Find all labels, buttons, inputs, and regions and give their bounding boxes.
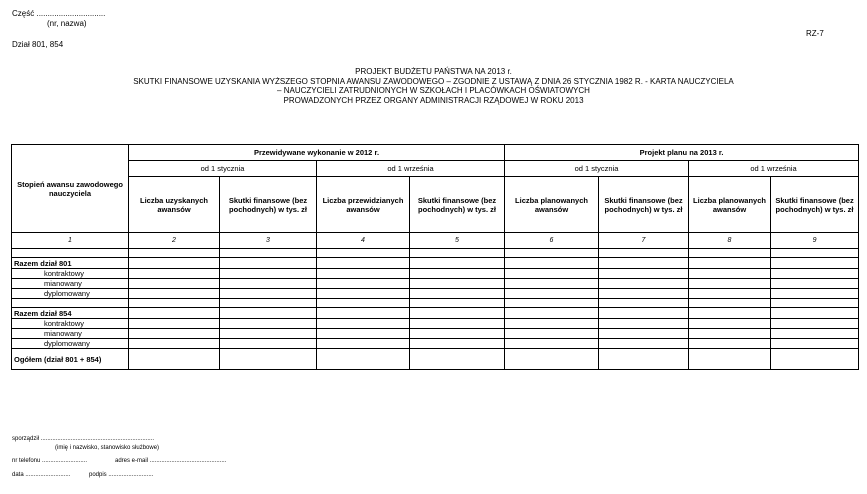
prepared-by-hint: (imię i nazwisko, stanowisko służbowe) bbox=[55, 445, 160, 451]
input-cell[interactable] bbox=[220, 339, 317, 349]
col-header-7: Skutki finansowe (bez pochodnych) w tys. zł bbox=[599, 177, 689, 233]
sub-2012-jan: od 1 stycznia bbox=[129, 161, 317, 177]
input-cell[interactable] bbox=[689, 329, 771, 339]
table-row bbox=[12, 329, 859, 339]
input-cell[interactable] bbox=[410, 339, 505, 349]
col-number: 6 bbox=[505, 233, 599, 249]
input-cell[interactable] bbox=[689, 269, 771, 279]
input-cell[interactable] bbox=[410, 289, 505, 299]
input-cell[interactable] bbox=[771, 269, 859, 279]
input-cell[interactable] bbox=[505, 319, 599, 329]
table-row bbox=[12, 339, 859, 349]
title-line-4: PROWADZONYCH PRZEZ ORGANY ADMINISTRACJI RZĄDOWEJ W ROKU 2013 bbox=[283, 95, 584, 105]
col-header-9: Skutki finansowe (bez pochodnych) w tys. zł bbox=[771, 177, 859, 233]
col-header-5: Skutki finansowe (bez pochodnych) w tys. zł bbox=[410, 177, 505, 233]
input-cell[interactable] bbox=[599, 269, 689, 279]
row-label-certified: dyplomowany bbox=[12, 289, 129, 299]
email-field: adres e-mail .............................................. bbox=[115, 458, 227, 464]
col-header-8: Liczba planowanych awansów bbox=[689, 177, 771, 233]
input-cell[interactable] bbox=[599, 279, 689, 289]
input-cell[interactable] bbox=[771, 279, 859, 289]
input-cell[interactable] bbox=[771, 349, 859, 370]
group-2013-header: Projekt planu na 2013 r. bbox=[505, 145, 859, 161]
col-number: 3 bbox=[220, 233, 317, 249]
input-cell[interactable] bbox=[317, 349, 410, 370]
input-cell[interactable] bbox=[317, 279, 410, 289]
input-cell[interactable] bbox=[505, 269, 599, 279]
sub-2013-jan: od 1 stycznia bbox=[505, 161, 689, 177]
input-cell[interactable] bbox=[317, 289, 410, 299]
input-cell[interactable] bbox=[599, 319, 689, 329]
col-header-3: Skutki finansowe (bez pochodnych) w tys. zł bbox=[220, 177, 317, 233]
row-label-contract: kontraktowy bbox=[12, 269, 129, 279]
input-cell[interactable] bbox=[410, 279, 505, 289]
input-cell[interactable] bbox=[410, 308, 505, 319]
input-cell[interactable] bbox=[771, 289, 859, 299]
division-label: Dział 801, 854 bbox=[12, 40, 64, 49]
input-cell[interactable] bbox=[505, 339, 599, 349]
col-number: 9 bbox=[771, 233, 859, 249]
date-field: data ........................... bbox=[12, 472, 71, 478]
input-cell[interactable] bbox=[317, 339, 410, 349]
row-label-appointed: mianowany bbox=[12, 279, 129, 289]
input-cell[interactable] bbox=[129, 258, 220, 269]
input-cell[interactable] bbox=[689, 339, 771, 349]
col-header-2: Liczba uzyskanych awansów bbox=[129, 177, 220, 233]
input-cell[interactable] bbox=[689, 289, 771, 299]
input-cell[interactable] bbox=[505, 279, 599, 289]
table-row bbox=[12, 289, 859, 299]
input-cell[interactable] bbox=[317, 329, 410, 339]
prepared-by-field: sporządził .................................................................... bbox=[12, 436, 155, 442]
input-cell[interactable] bbox=[410, 269, 505, 279]
input-cell[interactable] bbox=[129, 269, 220, 279]
part-label: Część bbox=[12, 9, 35, 18]
table-row bbox=[12, 269, 859, 279]
input-cell[interactable] bbox=[129, 289, 220, 299]
input-cell[interactable] bbox=[599, 308, 689, 319]
col-number: 1 bbox=[12, 233, 129, 249]
input-cell[interactable] bbox=[689, 349, 771, 370]
row-label-total-801: Razem dział 801 bbox=[12, 258, 129, 269]
input-cell[interactable] bbox=[771, 339, 859, 349]
input-cell[interactable] bbox=[505, 289, 599, 299]
part-hint: (nr, nazwa) bbox=[47, 19, 87, 28]
col-number: 7 bbox=[599, 233, 689, 249]
document-title bbox=[0, 67, 867, 105]
input-cell[interactable] bbox=[129, 308, 220, 319]
input-cell[interactable] bbox=[317, 319, 410, 329]
title-line-1: PROJEKT BUDŻETU PAŃSTWA NA 2013 r. bbox=[355, 67, 512, 76]
input-cell[interactable] bbox=[689, 319, 771, 329]
input-cell[interactable] bbox=[129, 319, 220, 329]
input-cell[interactable] bbox=[771, 319, 859, 329]
input-cell[interactable] bbox=[771, 308, 859, 319]
input-cell[interactable] bbox=[505, 308, 599, 319]
input-cell[interactable] bbox=[129, 339, 220, 349]
input-cell[interactable] bbox=[599, 339, 689, 349]
input-cell[interactable] bbox=[599, 289, 689, 299]
sub-2013-sep: od 1 września bbox=[689, 161, 859, 177]
input-cell[interactable] bbox=[505, 258, 599, 269]
input-cell[interactable] bbox=[410, 329, 505, 339]
input-cell[interactable] bbox=[317, 258, 410, 269]
input-cell[interactable] bbox=[220, 269, 317, 279]
input-cell[interactable] bbox=[220, 308, 317, 319]
input-cell[interactable] bbox=[505, 329, 599, 339]
signature-field: podpis ........................... bbox=[89, 472, 154, 478]
table-row bbox=[12, 308, 859, 319]
input-cell[interactable] bbox=[317, 269, 410, 279]
form-code: RZ-7 bbox=[806, 29, 824, 38]
input-cell[interactable] bbox=[220, 279, 317, 289]
input-cell[interactable] bbox=[220, 349, 317, 370]
input-cell[interactable] bbox=[410, 319, 505, 329]
table-row bbox=[12, 349, 859, 370]
row-label-grand-total: Ogółem (dział 801 + 854) bbox=[12, 349, 129, 370]
sub-2012-sep: od 1 września bbox=[317, 161, 505, 177]
input-cell[interactable] bbox=[129, 349, 220, 370]
col-header-4: Liczba przewidzianych awansów bbox=[317, 177, 410, 233]
row-label-appointed: mianowany bbox=[12, 329, 129, 339]
column-number-row bbox=[12, 233, 859, 249]
col-number: 8 bbox=[689, 233, 771, 249]
input-cell[interactable] bbox=[689, 258, 771, 269]
table-row bbox=[12, 279, 859, 289]
title-line-2: SKUTKI FINANSOWE UZYSKANIA WYŻSZEGO STOPNIA AWANSU ZAWODOWEGO – ZGODNIE Z USTAWĄ Z DNIA 26 STYCZNIA 1982 R. - KARTA NAUCZYCIELA bbox=[133, 76, 734, 86]
group-2012-header: Przewidywane wykonanie w 2012 r. bbox=[129, 145, 505, 161]
table-row bbox=[12, 258, 859, 269]
col-header-6: Liczba planowanych awansów bbox=[505, 177, 599, 233]
input-cell[interactable] bbox=[220, 329, 317, 339]
input-cell[interactable] bbox=[129, 279, 220, 289]
input-cell[interactable] bbox=[689, 308, 771, 319]
row-label-contract: kontraktowy bbox=[12, 319, 129, 329]
col-number: 2 bbox=[129, 233, 220, 249]
col-number: 4 bbox=[317, 233, 410, 249]
row-header-cell: Stopień awansu zawodowego nauczyciela bbox=[12, 145, 129, 233]
input-cell[interactable] bbox=[410, 349, 505, 370]
input-cell[interactable] bbox=[599, 258, 689, 269]
col-number: 5 bbox=[410, 233, 505, 249]
input-cell[interactable] bbox=[129, 329, 220, 339]
awards-table bbox=[11, 144, 859, 370]
part-field bbox=[12, 9, 105, 18]
input-cell[interactable] bbox=[220, 319, 317, 329]
input-cell[interactable] bbox=[771, 258, 859, 269]
input-cell[interactable] bbox=[599, 329, 689, 339]
input-cell[interactable] bbox=[317, 308, 410, 319]
input-cell[interactable] bbox=[220, 258, 317, 269]
input-cell[interactable] bbox=[410, 258, 505, 269]
input-cell[interactable] bbox=[599, 349, 689, 370]
part-dots: ............................... bbox=[36, 9, 106, 18]
input-cell[interactable] bbox=[220, 289, 317, 299]
phone-field: nr telefonu ........................... bbox=[12, 458, 88, 464]
row-label-total-854: Razem dział 854 bbox=[12, 308, 129, 319]
input-cell[interactable] bbox=[771, 329, 859, 339]
row-label-certified: dyplomowany bbox=[12, 339, 129, 349]
input-cell[interactable] bbox=[505, 349, 599, 370]
input-cell[interactable] bbox=[689, 279, 771, 289]
table-row bbox=[12, 319, 859, 329]
title-line-3: – NAUCZYCIELI ZATRUDNIONYCH W SZKOŁACH I PLACÓWKACH OŚWIATOWYCH bbox=[277, 86, 590, 95]
